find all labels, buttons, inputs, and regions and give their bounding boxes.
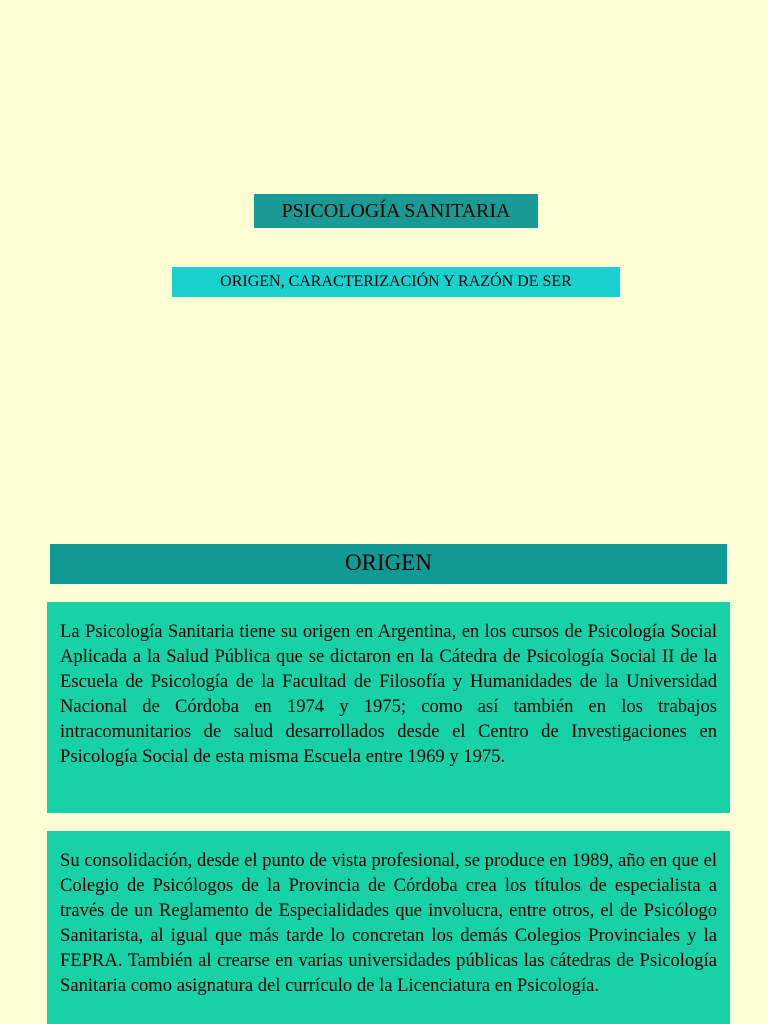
- document-title-text: PSICOLOGÍA SANITARIA: [281, 199, 511, 222]
- section-header-origen: [50, 544, 727, 584]
- paragraph-box-consolidation: [47, 831, 730, 1024]
- document-title: [254, 194, 538, 228]
- paragraph-box-origin: [47, 602, 730, 813]
- paragraph-text: Su consolidación, desde el punto de vista profesional, se produce en 1989, año en que el Colegio de Psicólogos de la Provincia de Córdoba crea los títulos de especialista a través de un Reglamento de Especialidades que involucra, entre otros, el de Psicólogo Sanitarista, al igual que más tarde lo concretan los demás Colegios Provinciales y la FEPRA. También al crearse en varias universidades públicas las cátedras de Psicología Sanitaria como asignatura del currículo de la Licenciatura en Psicología.: [60, 850, 717, 996]
- paragraph-text: La Psicología Sanitaria tiene su origen en Argentina, en los cursos de Psicología Social Aplicada a la Salud Pública que se dictaron en la Cátedra de Psicología Social II de la Escuela de Psicología de la Facultad de Filosofía y Humanidades de la Universidad Nacional de Córdoba en 1974 y 1975; como así también en los trabajos intracomunitarios de salud desarrollados desde el Centro de Investigaciones en Psicología Social de esta misma Escuela entre 1969 y 1975.: [60, 621, 717, 767]
- document-subtitle: [172, 267, 620, 297]
- document-subtitle-text: ORIGEN, CARACTERIZACIÓN Y RAZÓN DE SER: [220, 273, 572, 290]
- section-header-text: ORIGEN: [345, 550, 432, 575]
